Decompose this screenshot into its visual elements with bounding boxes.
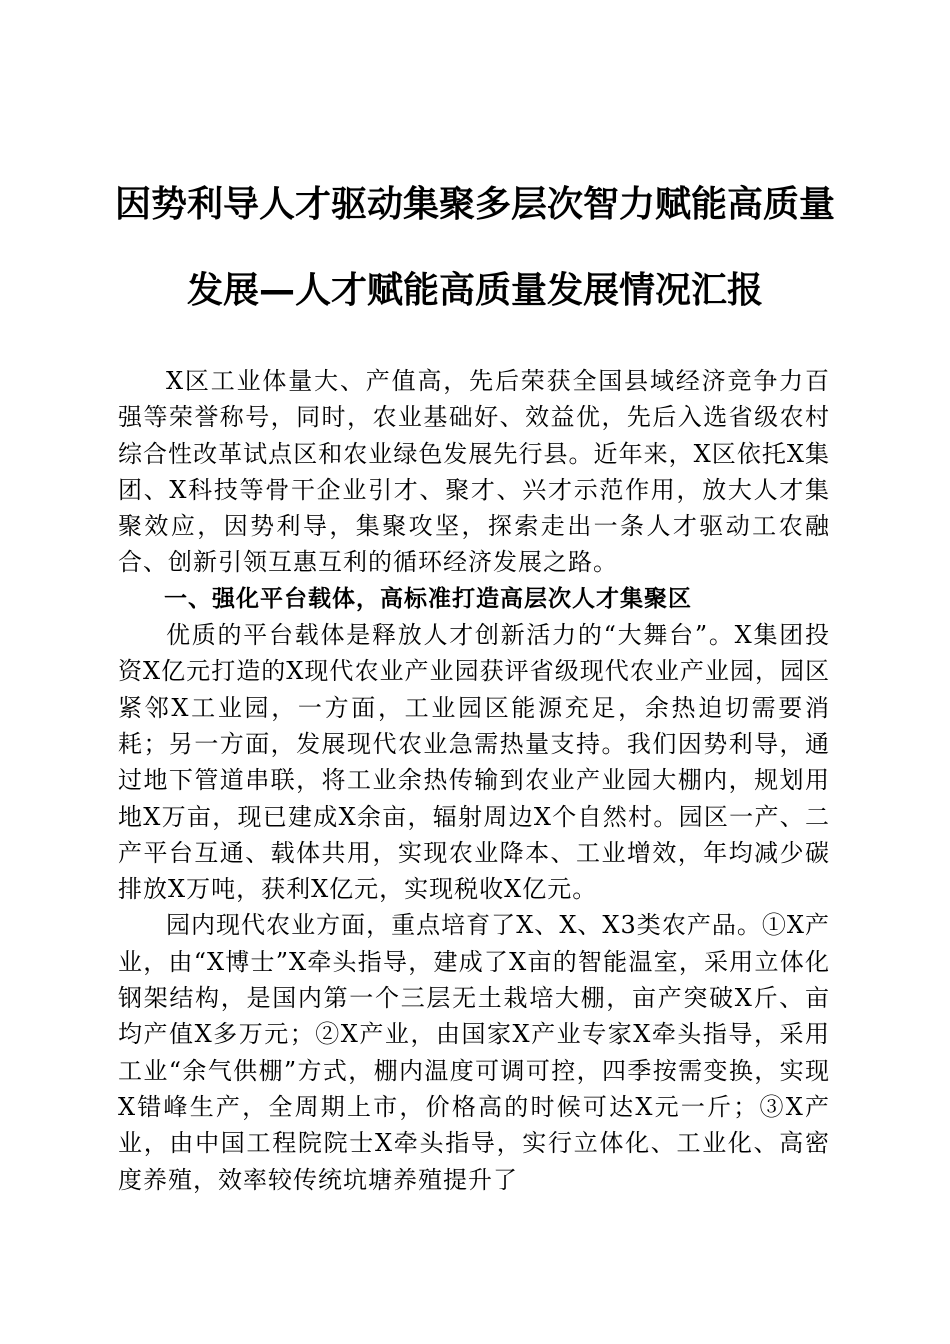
- platform-paragraph: 优质的平台载体是释放人才创新活力的“大舞台”。X集团投资X亿元打造的X现代农业产业园获评省级现代农业产业园，园区紧邻X工业园，一方面，工业园区能源充足，余热迫切需要消耗；另一方面，发展现代农业急需热量支持。我们因势利导，通过地下管道串联，将工业余热传输到农业产业园大棚内，规划用地X万亩，现已建成X余亩，辐射周边X个自然村。园区一产、二产平台互通、载体共用，实现农业降本、工业增效，年均减少碳排放X万吨，获利X亿元，实现税收X亿元。: [118, 621, 830, 904]
- section-heading-1: 一、强化平台载体，高标准打造高层次人才集聚区: [164, 585, 692, 612]
- intro-paragraph: X区工业体量大、产值高，先后荣获全国县域经济竞争力百强等荣誉称号，同时，农业基础好、效益优，先后入选省级农村综合性改革试点区和农业绿色发展先行县。近年来，X区依托X集团、X科技等骨干企业引才、聚才、兴才示范作用，放大人才集聚效应，因势利导，集聚攻坚，探索走出一条人才驱动工农融合、创新引领互惠互利的循环经济发展之路。: [118, 367, 830, 577]
- document-title: [100, 162, 850, 334]
- title-line-2: 发展—人才赋能高质量发展情况汇报: [186, 270, 763, 311]
- agriculture-paragraph: 园内现代农业方面，重点培育了X、X、X3类农产品。①X产业，由“X博士”X牵头指导，建成了X亩的智能温室，采用立体化钢架结构，是国内第一个三层无土栽培大棚，亩产突破X斤、亩均产值X多万元；②X产业，由国家X产业专家X牵头指导，采用工业“余气供棚”方式，棚内温度可调可控，四季按需变换，实现X错峰生产，全周期上市，价格高的时候可达X元一斤；③X产业，由中国工程院院士X牵头指导，实行立体化、工业化、高密度养殖，效率较传统坑塘养殖提升了: [118, 911, 830, 1194]
- title-line-1: 因势利导人才驱动集聚多层次智力赋能高质量: [114, 184, 835, 225]
- document-body: [118, 363, 830, 1198]
